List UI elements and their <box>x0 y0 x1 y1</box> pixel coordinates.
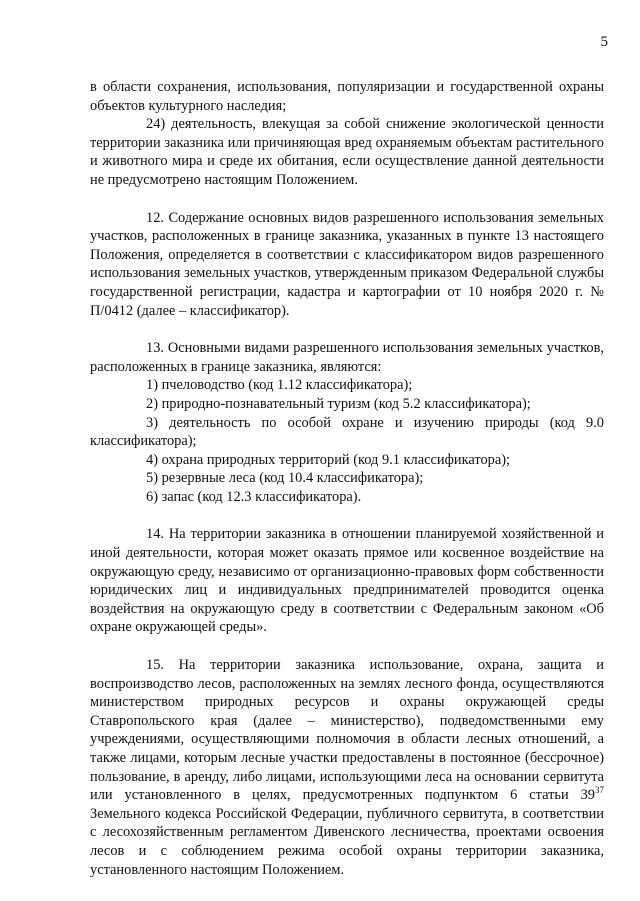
paragraph-gap <box>90 190 604 209</box>
document-body <box>90 78 604 879</box>
paragraph-clause-15 <box>90 656 604 879</box>
paragraph-clause-13: 13. Основными видами разрешенного использования земельных участков, расположенных в границе заказника, являются: <box>90 340 604 375</box>
list-item: 6) запас (код 12.3 классификатора). <box>146 488 362 505</box>
clause-15-text-end: Земельного кодекса Российской Федерации, публичного сервитута, в соответствии с лесохозяйственным регламентом Дивенского лесничества, проектами освоения лесов и с соблюдением режима особой охраны территории заказника, установленного настоящим Положением. <box>90 805 604 878</box>
paragraph-clause-14: 14. На территории заказника в отношении планируемой хозяйственной и иной деятельности, которая может оказать прямое или косвенное воздействие на окружающую среду, независимо от организационно-правовых форм собственности юридических лиц и индивидуальных предпринимателей проводится оценка воздействия на окружающую среду в соответствии с Федеральным законом «Об охране окружающей среды». <box>90 526 604 636</box>
list-item: 2) природно-познавательный туризм (код 5.2 классификатора); <box>146 395 531 412</box>
page-number: 5 <box>600 34 608 50</box>
paragraph-heritage-continuation: в области сохранения, использования, популяризации и государственной охраны объектов культурного наследия; <box>90 79 604 114</box>
article-superscript: 37 <box>595 785 604 796</box>
paragraph-gap <box>90 320 604 339</box>
list-item: 3) деятельность по особой охране и изучению природы (код 9.0 классификатора); <box>90 414 604 450</box>
list-item: 1) пчеловодство (код 1.12 классификатора); <box>146 377 413 394</box>
paragraph-gap <box>90 506 604 525</box>
paragraph-clause-12: 12. Содержание основных видов разрешенного использования земельных участков, расположенных в границе заказника, указанных в пункте 13 настоящего Положения, определяется в соответствии с классификатором видов разрешенного использования земельных участков, утвержденным приказом Федеральной службы государственной регистрации, кадастра и картографии от 10 ноября 2020 г. № П/0412 (далее – классификатор). <box>90 209 604 319</box>
paragraph-gap <box>90 637 604 656</box>
paragraph-item-24: 24) деятельность, влекущая за собой снижение экологической ценности территории заказника или причиняющая вред охраняемым объектам растительного и животного мира и среде их обитания, если осуществление данной деятельности не предусмотрено настоящим Положением. <box>90 116 604 188</box>
clause-15-text-start: 15. На территории заказника использование, охрана, защита и воспроизводство лесов, расположенных на землях лесного фонда, осуществляются министерством природных ресурсов и охраны окружающей среды Ставропольского края (далее – министерство), подведомственными ему учреждениями, осуществляющими полномочия в области лесных отношений, а также лицами, которым лесные участки предоставлены в постоянное (бессрочное) пользование, в аренду, либо лицами, использующими леса на основании сервитута или установленного в целях, предусмотренных подпунктом 6 статьи 39 <box>90 657 604 804</box>
list-item: 4) охрана природных территорий (код 9.1 классификатора); <box>146 451 511 468</box>
list-item: 5) резервные леса (код 10.4 классификатора); <box>146 470 424 487</box>
